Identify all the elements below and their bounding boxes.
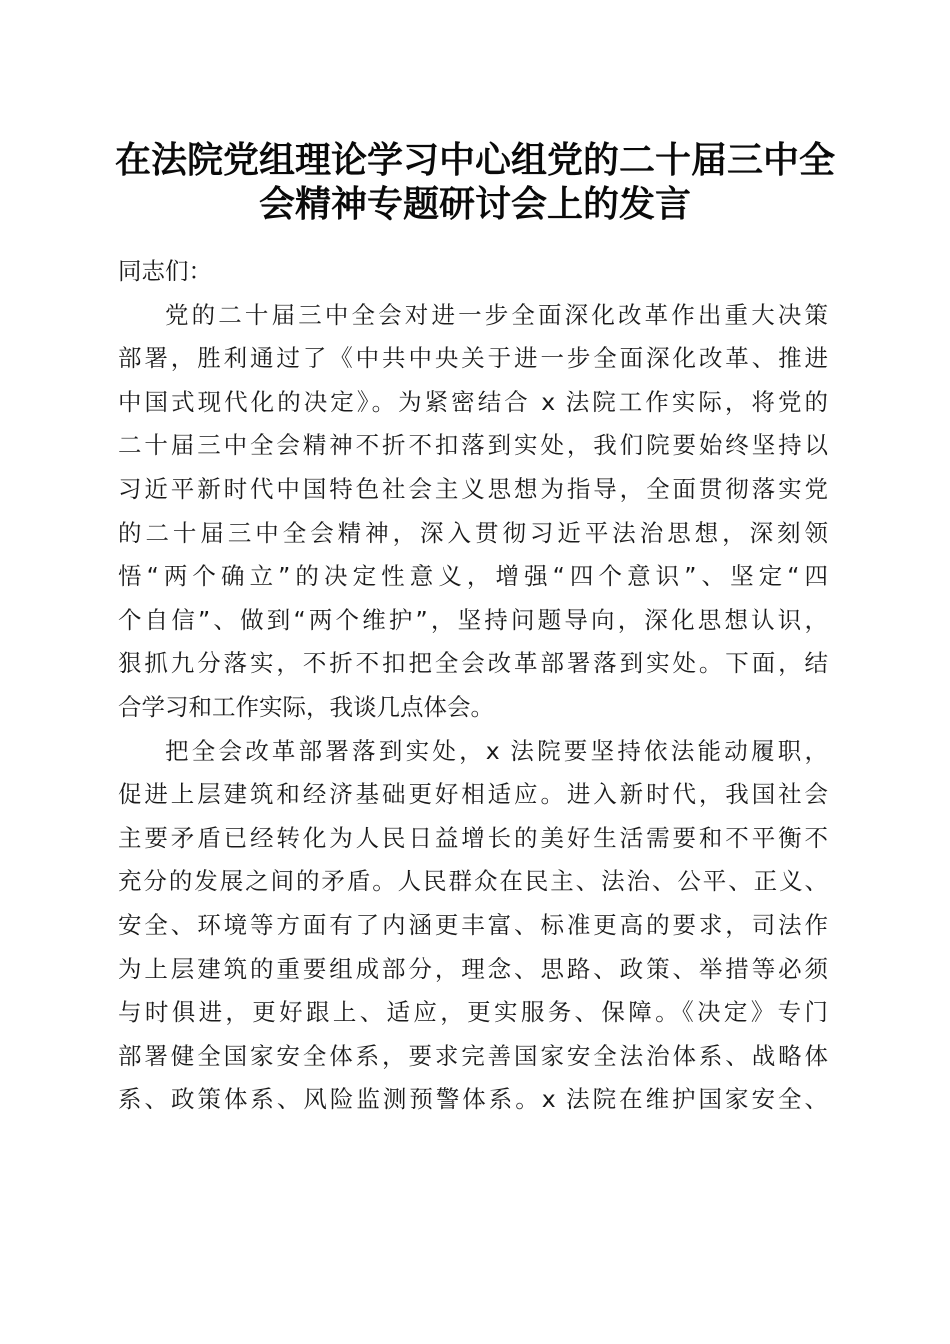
title-line-2: 会精神专题研讨会上的发言 (258, 183, 691, 225)
paragraph-line: 主要矛盾已经转化为人民日益增长的美好生活需要和不平衡不 (118, 823, 828, 852)
paragraph-2 (118, 730, 828, 1122)
paragraph-line: 充分的发展之间的矛盾。人民群众在民主、法治、公平、正义、 (118, 867, 828, 896)
paragraph-line: 与时俱进，更好跟上、适应，更实服务、保障。《决定》专门 (118, 998, 828, 1027)
paragraph-line: 部署，胜利通过了《中共中央关于进一步全面深化改革、推进 (118, 344, 828, 373)
salutation: 同志们： (118, 257, 212, 285)
paragraph-line: 把全会改革部署落到实处，x 法院要坚持依法能动履职， (165, 736, 828, 765)
paragraph-line: 悟“两个确立”的决定性意义，增强“四个意识”、坚定“四 (118, 562, 828, 591)
paragraph-line: 促进上层建筑和经济基础更好相适应。进入新时代，我国社会 (118, 780, 828, 809)
paragraph-line: 个自信”、做到“两个维护”，坚持问题导向，深化思想认识， (118, 605, 828, 634)
paragraph-1 (118, 294, 828, 730)
title-line-1: 在法院党组理论学习中心组党的二十届三中全 (114, 139, 835, 181)
paragraph-line: 中国式现代化的决定》。为紧密结合 x 法院工作实际，将党的 (118, 387, 828, 416)
document-body (118, 250, 828, 1122)
document-title (0, 138, 950, 226)
paragraph-line: 党的二十届三中全会对进一步全面深化改革作出重大决策 (165, 300, 828, 329)
paragraph-line: 狠抓九分落实，不折不扣把全会改革部署落到实处。下面，结 (118, 649, 828, 678)
paragraph-line: 的二十届三中全会精神，深入贯彻习近平法治思想，深刻领 (118, 518, 828, 547)
paragraph-line: 部署健全国家安全体系，要求完善国家安全法治体系、战略体 (118, 1041, 828, 1070)
paragraph-line: 二十届三中全会精神不折不扣落到实处，我们院要始终坚持以 (118, 431, 828, 460)
paragraph-line: 合学习和工作实际，我谈几点体会。 (118, 692, 494, 721)
paragraph-line: 为上层建筑的重要组成部分，理念、思路、政策、举措等必须 (118, 954, 828, 983)
paragraph-line: 系、政策体系、风险监测预警体系。x 法院在维护国家安全、 (118, 1085, 828, 1114)
paragraph-line: 习近平新时代中国特色社会主义思想为指导，全面贯彻落实党 (118, 474, 828, 503)
paragraph-line: 安全、环境等方面有了内涵更丰富、标准更高的要求，司法作 (118, 910, 828, 939)
